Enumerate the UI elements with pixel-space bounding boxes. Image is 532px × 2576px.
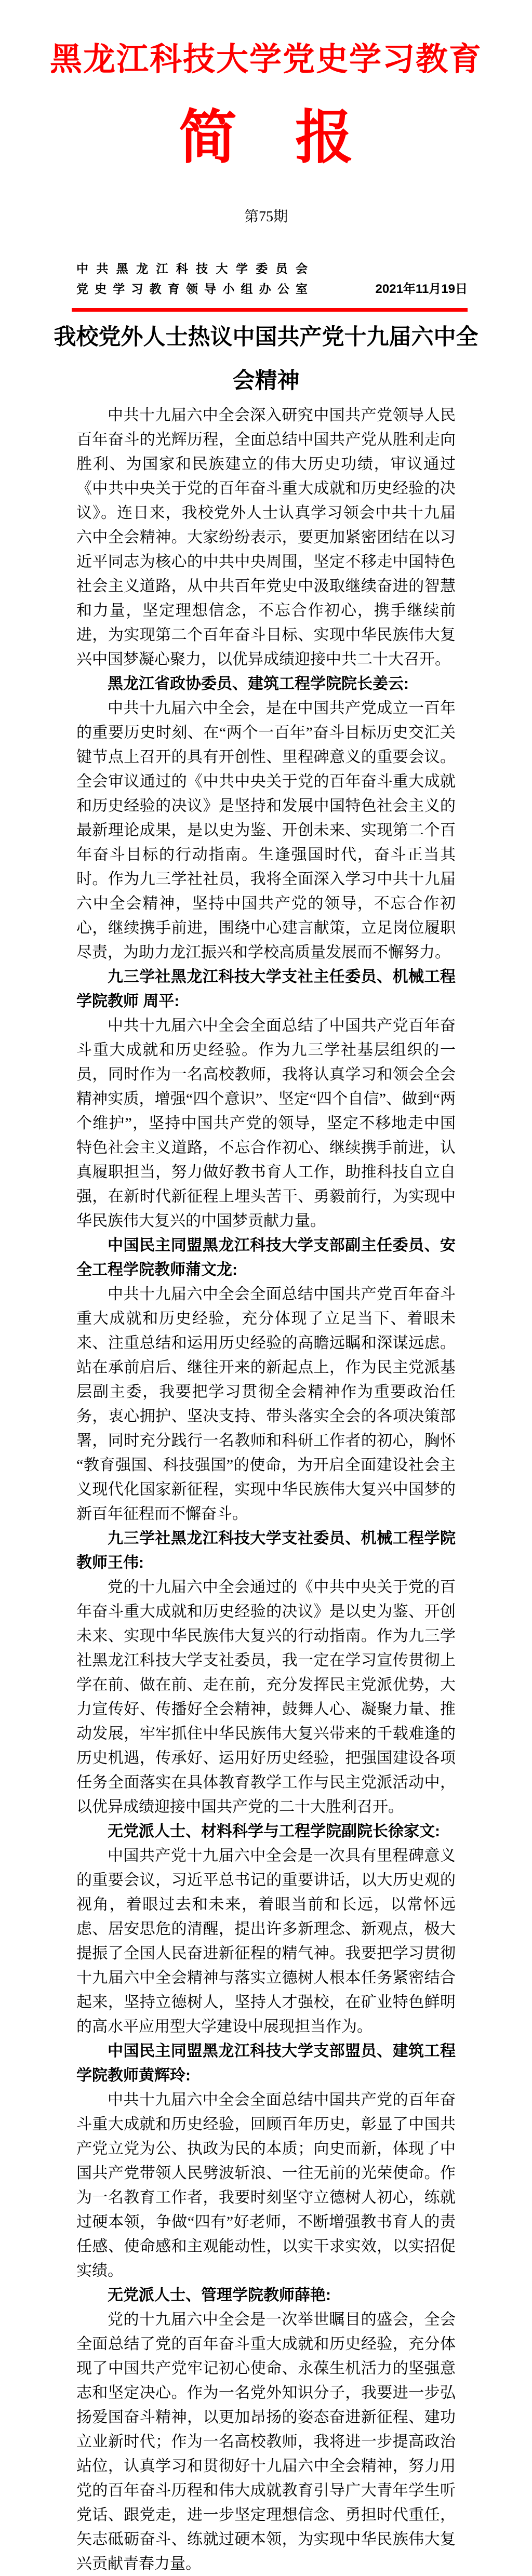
speaker-comment: 中共十九届六中全会，是在中国共产党成立一百年的重要历史时刻、在“两个一百年”奋斗目标历史交汇关键节点上召开的具有开创性、里程碑意义的重要会议。全会审议通过的《中共中央关于党的百年奋斗重大成就和历史经验的决议》是坚持和发展中国特色社会主义的最新理论成果，是以史为鉴、开创未来、实现第二个百年奋斗目标的行动指南。生逢强国时代，奋斗正当其时。作为九三学社社员，我将全面深入学习中共十九届六中全会精神，坚持中国共产党的领导，不忘合作初心，继续携手前进，围绕中心建言献策，立足岗位履职尽责，为助力龙江振兴和学校高质量发展而不懈努力。 xyxy=(76,700,456,961)
speaker-heading: 黑龙江省政协委员、建筑工程学院院长姜云: xyxy=(108,675,409,692)
speaker-heading: 九三学社黑龙江科技大学支社主任委员、机械工程学院教师 周平: xyxy=(76,968,456,1010)
masthead-brief-title: 简 报 xyxy=(179,106,353,170)
speaker-sections-container xyxy=(76,672,456,2576)
issue-date: 2021年11月19日 xyxy=(375,282,468,296)
speaker-heading: 中国民主同盟黑龙江科技大学支部盟员、建筑工程学院教师黄辉玲: xyxy=(76,2043,456,2084)
speaker-comment: 中共十九届六中全会全面总结了中国共产党百年奋斗重大成就和历史经验。作为九三学社基层组织的一员，同时作为一名高校教师，我将认真学习和领会全会精神实质，增强“四个意识”、坚定“四个自信”、做到“两个维护”，坚持中国共产党的领导，坚定不移地走中国特色社会主义道路，不忘合作初心、继续携手前进，认真履职担当，努力做好教书育人工作，助推科技自立自强，在新时代新征程上埋头苦干、勇毅前行，为实现中华民族伟大复兴的中国梦贡献力量。 xyxy=(76,1017,456,1230)
masthead xyxy=(0,43,532,312)
masthead-title: 黑龙江科技大学党史学习教育 xyxy=(49,42,482,77)
speaker-heading: 中国民主同盟黑龙江科技大学支部副主任委员、安全工程学院教师蒲文龙: xyxy=(76,1237,456,1278)
issuer-block xyxy=(76,259,308,299)
speaker-section xyxy=(76,1526,456,1819)
speaker-section xyxy=(76,672,456,965)
masthead-rule-divider xyxy=(72,308,468,312)
speaker-section xyxy=(76,1819,456,2039)
article-title: 我校党外人士热议中国共产党十九届六中全会精神 xyxy=(54,325,478,393)
issuer-row xyxy=(76,259,468,299)
speaker-comment: 中共十九届六中全会全面总结中国共产党百年奋斗重大成就和历史经验，充分体现了立足当下、着眼未来、注重总结和运用历史经验的高瞻远瞩和深谋远虑。站在承前启后、继往开来的新起点上，作为民主党派基层副主委，我要把学习贯彻全会精神作为重要政治任务，衷心拥护、坚决支持、带头落实全会的各项决策部署，同时充分践行一名教师和科研工作者的初心，胸怀“教育强国、科技强国”的使命，为开启全面建设社会主义现代化国家新征程，实现中华民族伟大复兴中国梦的新百年征程而不懈奋斗。 xyxy=(76,1286,456,1523)
issuer-line-1: 中共黑龙江科技大学委员会 xyxy=(76,262,308,275)
speaker-comment: 党的十九届六中全会通过的《中共中央关于党的百年奋斗重大成就和历史经验的决议》是以史为鉴、开创未来、实现中华民族伟大复兴的行动指南。作为九三学社黑龙江科技大学支社委员，我一定在学习宣传贯彻上学在前、做在前、走在前，充分发挥民主党派优势，大力宣传好、传播好全会精神，鼓舞人心、凝聚力量、推动发展，牢牢抓住中华民族伟大复兴带来的千载难逢的历史机遇，传承好、运用好历史经验，把强国建设各项任务全面落实在具体教育教学工作与民主党派活动中，以优异成绩迎接中国共产党的二十大胜利召开。 xyxy=(76,1579,456,1816)
speaker-section xyxy=(76,2039,456,2283)
speaker-heading: 无党派人士、材料科学与工程学院副院长徐家文: xyxy=(108,1823,440,1840)
speaker-section xyxy=(76,965,456,1233)
speaker-comment: 中国共产党十九届六中全会是一次具有里程碑意义的重要会议，习近平总书记的重要讲话，以大历史观的视角，着眼过去和未来，着眼当前和长远，以常怀远虑、居安思危的清醒，提出许多新理念、新观点，极大提振了全国人民奋进新征程的精气神。我要把学习贯彻十九届六中全会精神与落实立德树人根本任务紧密结合起来，坚持立德树人，坚持人才强校，在矿业特色鲜明的高水平应用型大学建设中展现担当作为。 xyxy=(76,1847,456,2035)
speaker-heading: 九三学社黑龙江科技大学支社委员、机械工程学院教师王伟: xyxy=(76,1530,456,1571)
speaker-heading: 无党派人士、管理学院教师薛艳: xyxy=(108,2287,331,2304)
article-body xyxy=(76,403,456,2576)
article xyxy=(0,316,532,2576)
intro-paragraph: 中共十九届六中全会深入研究中国共产党领导人民百年奋斗的光辉历程，全面总结中国共产党从胜利走向胜利、为国家和民族建立的伟大历史功绩，审议通过《中共中央关于党的百年奋斗重大成就和历史经验的决议》。连日来，我校党外人士认真学习领会中共十九届六中全会精神。大家纷纷表示，要更加紧密团结在以习近平同志为核心的中共中央周围，坚定不移走中国特色社会主义道路，从中共百年党史中汲取继续奋进的智慧和力量，坚定理想信念，不忘合作初心，携手继续前进，为实现第二个百年奋斗目标、实现中华民族伟大复兴中国梦凝心聚力，以优异成绩迎接中共二十大召开。 xyxy=(76,407,456,668)
issuer-line-2: 党史学习教育领导小组办公室 xyxy=(76,282,308,296)
issue-number: 第75期 xyxy=(244,209,288,225)
speaker-comment: 党的十九届六中全会是一次举世瞩目的盛会，全会全面总结了党的百年奋斗重大成就和历史经验，充分体现了中国共产党牢记初心使命、永葆生机活力的坚强意志和坚定决心。作为一名党外知识分子，我要进一步弘扬爱国奋斗精神，以更加昂扬的姿态奋进新征程、建功立业新时代；作为一名高校教师，我将进一步提高政治站位，认真学习和贯彻好十九届六中全会精神，努力用党的百年奋斗历程和伟大成就教育引导广大青年学生听党话、跟党走，进一步坚定理想信念、勇担时代重任，矢志砥砺奋斗、练就过硬本领，为实现中华民族伟大复兴贡献青春力量。 xyxy=(76,2311,456,2572)
speaker-comment: 中共十九届六中全会全面总结中国共产党的百年奋斗重大成就和历史经验，回顾百年历史，彰显了中国共产党立党为公、执政为民的本质；向史而新，体现了中国共产党带领人民劈波斩浪、一往无前的光荣使命。作为一名教育工作者，我要时刻坚守立德树人初心，练就过硬本领，争做“四有”好老师，不断增强教书育人的责任感、使命感和主观能动性，以实干求实效，以实招促实绩。 xyxy=(76,2091,456,2279)
speaker-section xyxy=(76,1233,456,1526)
speaker-section xyxy=(76,2283,456,2576)
